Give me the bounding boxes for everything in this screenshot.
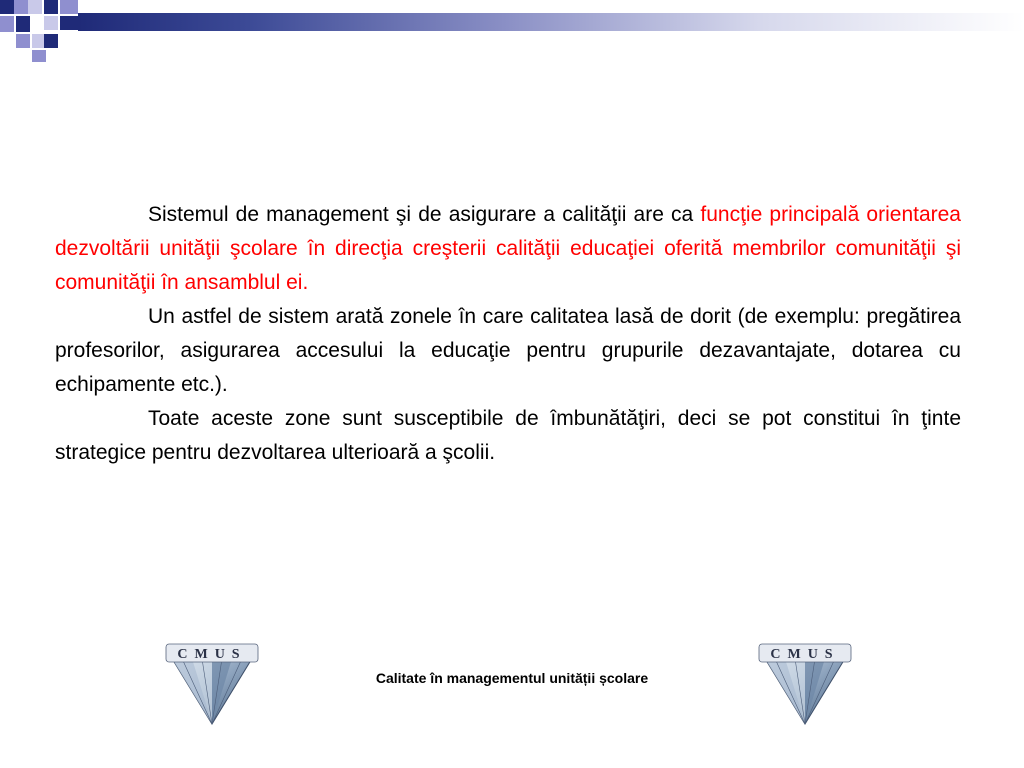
deco-square [32,34,44,48]
footer-caption: Calitate în managementul unității școlare [375,670,649,686]
paragraph-2: Un astfel de sistem arată zonele în care calitatea lasă de dorit (de exemplu: pregătirea profesorilor, asigurarea accesului la educaţie pentru grupurile dezavantajate, dotarea cu echipamente etc.). [55,305,961,396]
deco-square [16,16,30,32]
paragraph-1-red: funcţie principală orientarea dezvoltării unităţii şcolare în direcţia creşterii calităţii educaţiei oferită membrilor comunităţii şi comunităţii în ansamblul ei. [55,203,961,294]
deco-square [32,50,46,62]
decorative-squares-icon [0,0,80,70]
deco-square [14,0,28,14]
deco-square [28,0,42,14]
logo-text: CMUS [770,647,840,662]
paragraph-1 [55,198,961,300]
deco-square [44,16,58,30]
title-gradient-bar [78,13,1024,31]
paragraph-1-black: Sistemul de management şi de asigurare a calităţii are ca [148,203,694,226]
deco-square [44,34,58,48]
deco-square [60,0,78,14]
slide-body [55,198,961,470]
paragraph-3: Toate aceste zone sunt susceptibile de îmbunătăţiri, deci se pot constitui în ţinte strategice pentru dezvoltarea ulterioară a şcolii. [55,407,961,464]
logo-text: CMUS [177,647,247,662]
deco-square [44,0,58,14]
diamond-logo-icon [164,640,260,726]
deco-square [0,16,14,32]
deco-square [0,0,14,14]
diamond-logo-icon [757,640,853,726]
deco-square [16,34,30,48]
deco-square [60,16,78,30]
